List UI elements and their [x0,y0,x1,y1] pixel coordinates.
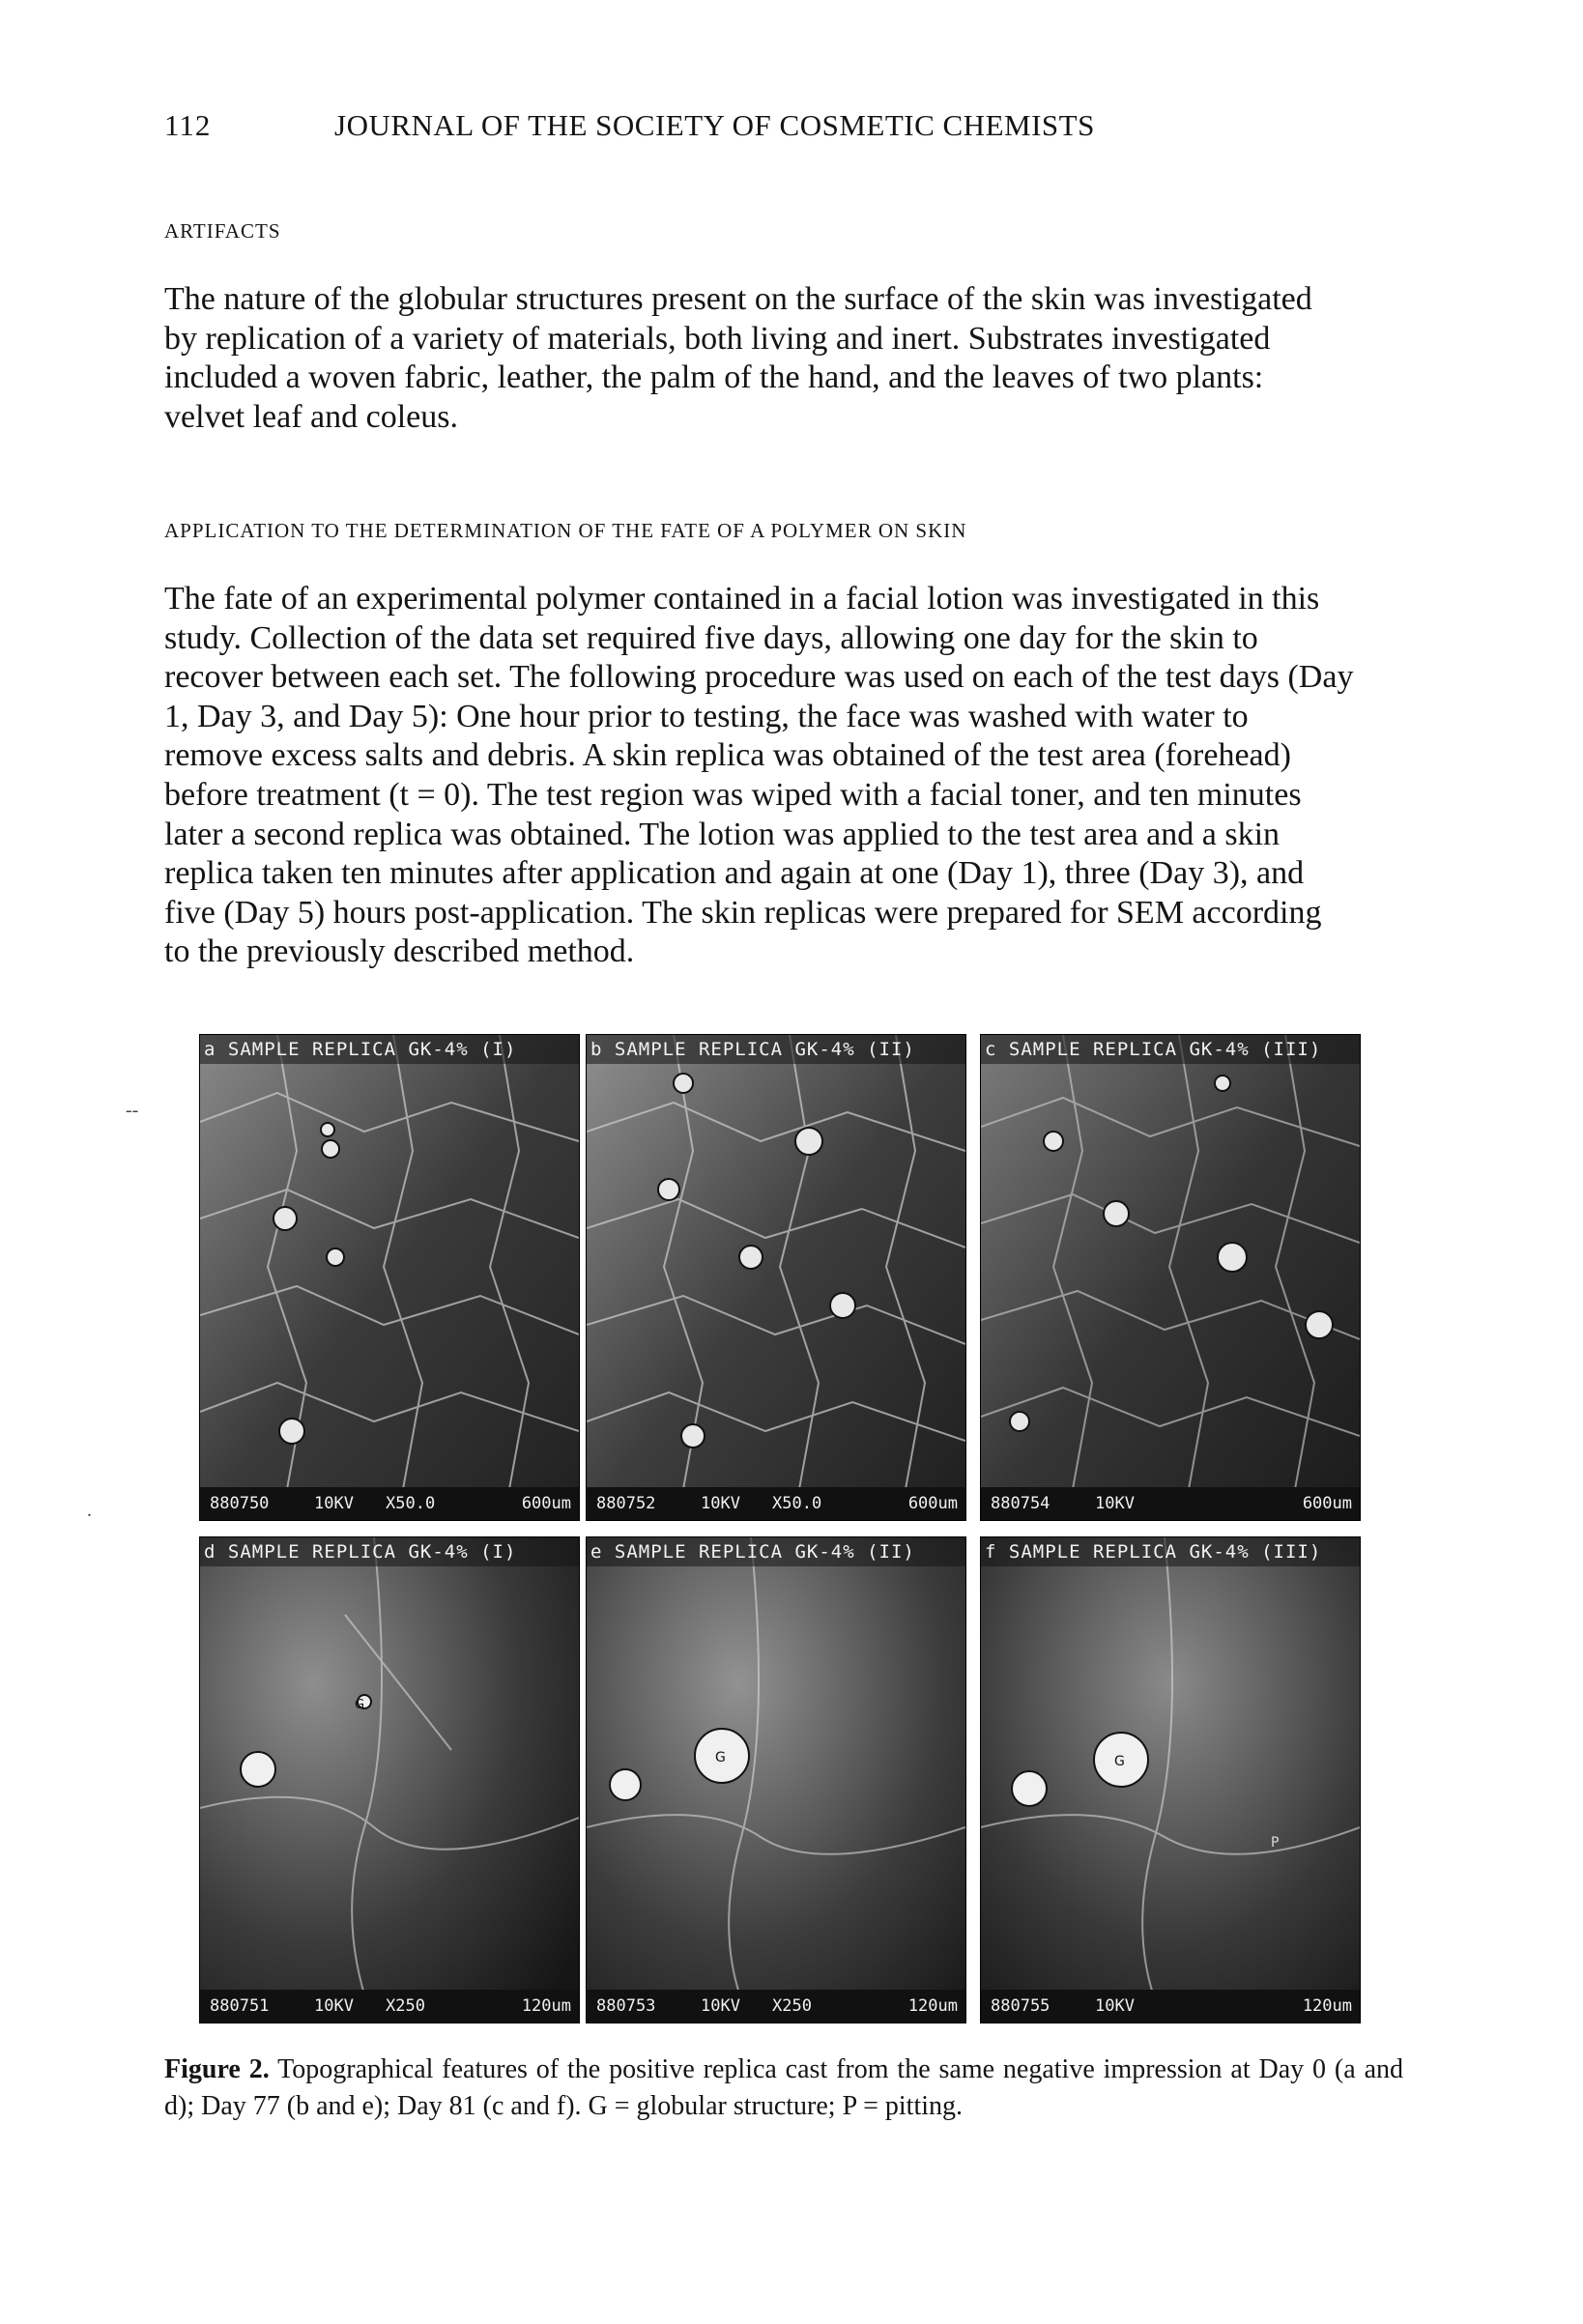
figure-label: Figure 2. [164,2054,270,2084]
sem-panel-f [980,1536,1361,2023]
panel-footer [200,1990,579,2023]
text-line: velvet leaf and coleus. [164,398,458,435]
micrograph-id: 880751 [210,1996,270,2016]
globular-label: G [715,1750,726,1765]
micrograph-id: 880750 [210,1494,270,1513]
sem-panel-b [586,1034,966,1521]
panel-footer [981,1487,1360,1520]
text-line: by replication of a variety of materials, both living and inert. Substrates investigated [164,320,1271,357]
text-line: five (Day 5) hours post-application. The skin replicas were prepared for SEM according [164,894,1322,931]
magnification: X50.0 [772,1494,822,1513]
sem-texture [200,1537,579,2023]
micrograph-id: 880755 [991,1996,1051,2016]
text-line: study. Collection of the data set required five days, allowing one day for the skin to [164,619,1258,656]
pitting-label: P [1271,1835,1280,1851]
accelerating-voltage: 10KV [1095,1494,1135,1513]
panel-header: a SAMPLE REPLICA GK-4% (I) [200,1035,579,1064]
text-line: The fate of an experimental polymer contained in a facial lotion was investigated in this [164,581,1320,617]
text-line: recover between each set. The following procedure was used on each of the test days (Day [164,659,1354,696]
margin-mark: . [87,1500,92,1521]
sem-panel-e [586,1536,966,2023]
paragraph-artifacts [164,280,1403,437]
sem-panel-d [199,1536,580,2023]
panel-header: f SAMPLE REPLICA GK-4% (III) [981,1537,1360,1566]
sem-texture [981,1035,1360,1520]
scale-bar-label: 600um [907,1494,958,1513]
figure-caption [164,2051,1403,2125]
scale-bar-label: 120um [1302,1996,1352,2016]
micrograph-id: 880753 [596,1996,656,2016]
sem-panel-c [980,1034,1361,1521]
scale-bar-label: 600um [521,1494,571,1513]
accelerating-voltage: 10KV [701,1996,740,2016]
text-line: to the previously described method. [164,933,635,970]
paragraph-application [164,580,1403,972]
accelerating-voltage: 10KV [1095,1996,1135,2016]
sem-texture [200,1035,579,1520]
panel-footer [200,1487,579,1520]
panel-footer [587,1990,965,2023]
page-header [164,108,1411,157]
panel-header: c SAMPLE REPLICA GK-4% (III) [981,1035,1360,1064]
panel-header: b SAMPLE REPLICA GK-4% (II) [587,1035,965,1064]
accelerating-voltage: 10KV [314,1996,354,2016]
scale-bar-label: 120um [521,1996,571,2016]
scale-bar-label: 600um [1302,1494,1352,1513]
section-heading-artifacts: ARTIFACTS [164,219,281,243]
magnification: X50.0 [386,1494,436,1513]
text-line: replica taken ten minutes after application and again at one (Day 1), three (Day 3), and [164,855,1305,892]
figure-2 [199,1034,1367,2041]
text-line: later a second replica was obtained. The lotion was applied to the test area and a skin [164,816,1281,852]
panel-header: e SAMPLE REPLICA GK-4% (II) [587,1537,965,1566]
scale-bar-label: 120um [907,1996,958,2016]
micrograph-id: 880754 [991,1494,1051,1513]
panel-footer [587,1487,965,1520]
accelerating-voltage: 10KV [314,1494,354,1513]
globular-label: G [1114,1754,1125,1769]
text-line: remove excess salts and debris. A skin replica was obtained of the test area (forehead) [164,737,1291,774]
caption-text: Topographical features of the positive replica cast from the same negative impression at Day 0 (a and d); Day 77 (b and e); Day 81 (c and f). G = globular structure; P = pitting. [164,2054,1403,2121]
journal-title: JOURNAL OF THE SOCIETY OF COSMETIC CHEMISTS [334,108,1095,142]
magnification: X250 [386,1996,425,2016]
text-line: The nature of the globular structures present on the surface of the skin was investigated [164,281,1312,317]
sem-panel-a [199,1034,580,1521]
section-heading-application: APPLICATION TO THE DETERMINATION OF THE FATE OF A POLYMER ON SKIN [164,519,967,542]
page-number: 112 [164,108,212,142]
panel-footer [981,1990,1360,2023]
micrograph-id: 880752 [596,1494,656,1513]
sem-texture [981,1537,1360,2023]
sem-texture [587,1035,965,1520]
globular-label: G [355,1698,365,1712]
panel-header: d SAMPLE REPLICA GK-4% (I) [200,1537,579,1566]
sem-texture [587,1537,965,2023]
text-line: 1, Day 3, and Day 5): One hour prior to testing, the face was washed with water to [164,698,1249,734]
magnification: X250 [772,1996,812,2016]
text-line: before treatment (t = 0). The test region was wiped with a facial toner, and ten minutes [164,776,1302,813]
accelerating-voltage: 10KV [701,1494,740,1513]
text-line: included a woven fabric, leather, the palm of the hand, and the leaves of two plants: [164,359,1264,396]
margin-mark: -- [126,1100,139,1121]
